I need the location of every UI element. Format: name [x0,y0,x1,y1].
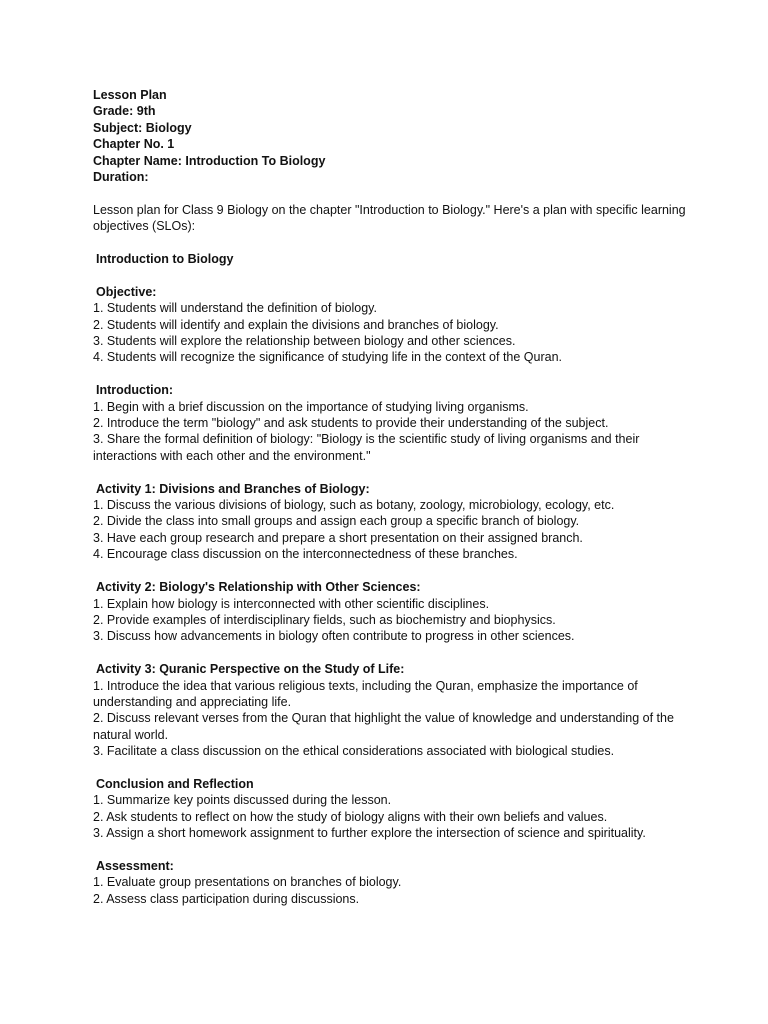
section-title: Introduction: [96,383,174,398]
header-duration: Duration: [93,170,149,185]
section-activity-1 [93,481,698,563]
list-item: 4. Students will recognize the significance of studying life in the context of the Quran. [93,350,563,365]
list-item: 2. Students will identify and explain the divisions and branches of biology. [93,317,499,332]
list-item: 1. Begin with a brief discussion on the importance of studying living organisms. [93,399,529,414]
section-title: Activity 3: Quranic Perspective on the Study of Life: [96,662,405,677]
section-activity-3 [93,661,698,759]
section-title: Assessment: [96,858,174,873]
header-chapter-no: Chapter No. 1 [93,137,175,152]
list-item: 3. Students will explore the relationship between biology and other sciences. [93,334,516,349]
list-item: 3. Share the formal definition of biology: "Biology is the scientific study of living organisms and their interactions with each other and the environment." [93,432,640,463]
section-introduction [93,382,698,464]
section-title: Objective: [96,284,157,299]
list-item: 3. Discuss how advancements in biology often contribute to progress in other sciences. [93,629,575,644]
header-chapter-name: Chapter Name: Introduction To Biology [93,153,326,168]
list-item: 3. Have each group research and prepare a short presentation on their assigned branch. [93,530,583,545]
list-item: 1. Explain how biology is interconnected with other scientific disciplines. [93,596,490,611]
list-item: 1. Students will understand the definition of biology. [93,301,377,316]
list-item: 2. Divide the class into small groups and assign each group a specific branch of biology. [93,514,580,529]
header-lesson-plan: Lesson Plan [93,88,167,102]
doc-title: Introduction to Biology [96,252,234,267]
list-item: 1. Summarize key points discussed during the lesson. [93,793,392,808]
list-item: 2. Ask students to reflect on how the study of biology aligns with their own beliefs and values. [93,809,608,824]
section-title: Activity 2: Biology's Relationship with Other Sciences: [96,580,421,595]
list-item: 2. Provide examples of interdisciplinary fields, such as biochemistry and biophysics. [93,612,556,627]
list-item: 1. Introduce the idea that various religious texts, including the Quran, emphasize the importance of understanding and appreciating life. [93,678,638,709]
document-header [93,87,698,185]
list-item: 4. Encourage class discussion on the interconnectedness of these branches. [93,547,518,562]
list-item: 1. Evaluate group presentations on branches of biology. [93,875,402,890]
header-subject: Subject: Biology [93,120,192,135]
section-conclusion [93,776,698,842]
section-title: Activity 1: Divisions and Branches of Biology: [96,481,370,496]
section-activity-2 [93,579,698,645]
intro-paragraph: Lesson plan for Class 9 Biology on the chapter "Introduction to Biology." Here's a plan with specific learning objectives (SLOs): [93,202,686,234]
list-item: 2. Introduce the term "biology" and ask students to provide their understanding of the subject. [93,416,609,431]
list-item: 3. Assign a short homework assignment to further explore the intersection of science and spirituality. [93,826,646,841]
list-item: 3. Facilitate a class discussion on the ethical considerations associated with biological studies. [93,744,615,759]
list-item: 2. Discuss relevant verses from the Quran that highlight the value of knowledge and understanding of the natural world. [93,711,674,742]
section-objective [93,284,698,366]
list-item: 2. Assess class participation during discussions. [93,891,360,906]
section-assessment [93,858,698,907]
header-grade: Grade: 9th [93,104,156,119]
section-title: Conclusion and Reflection [96,776,254,791]
list-item: 1. Discuss the various divisions of biology, such as botany, zoology, microbiology, ecology, etc. [93,498,615,513]
